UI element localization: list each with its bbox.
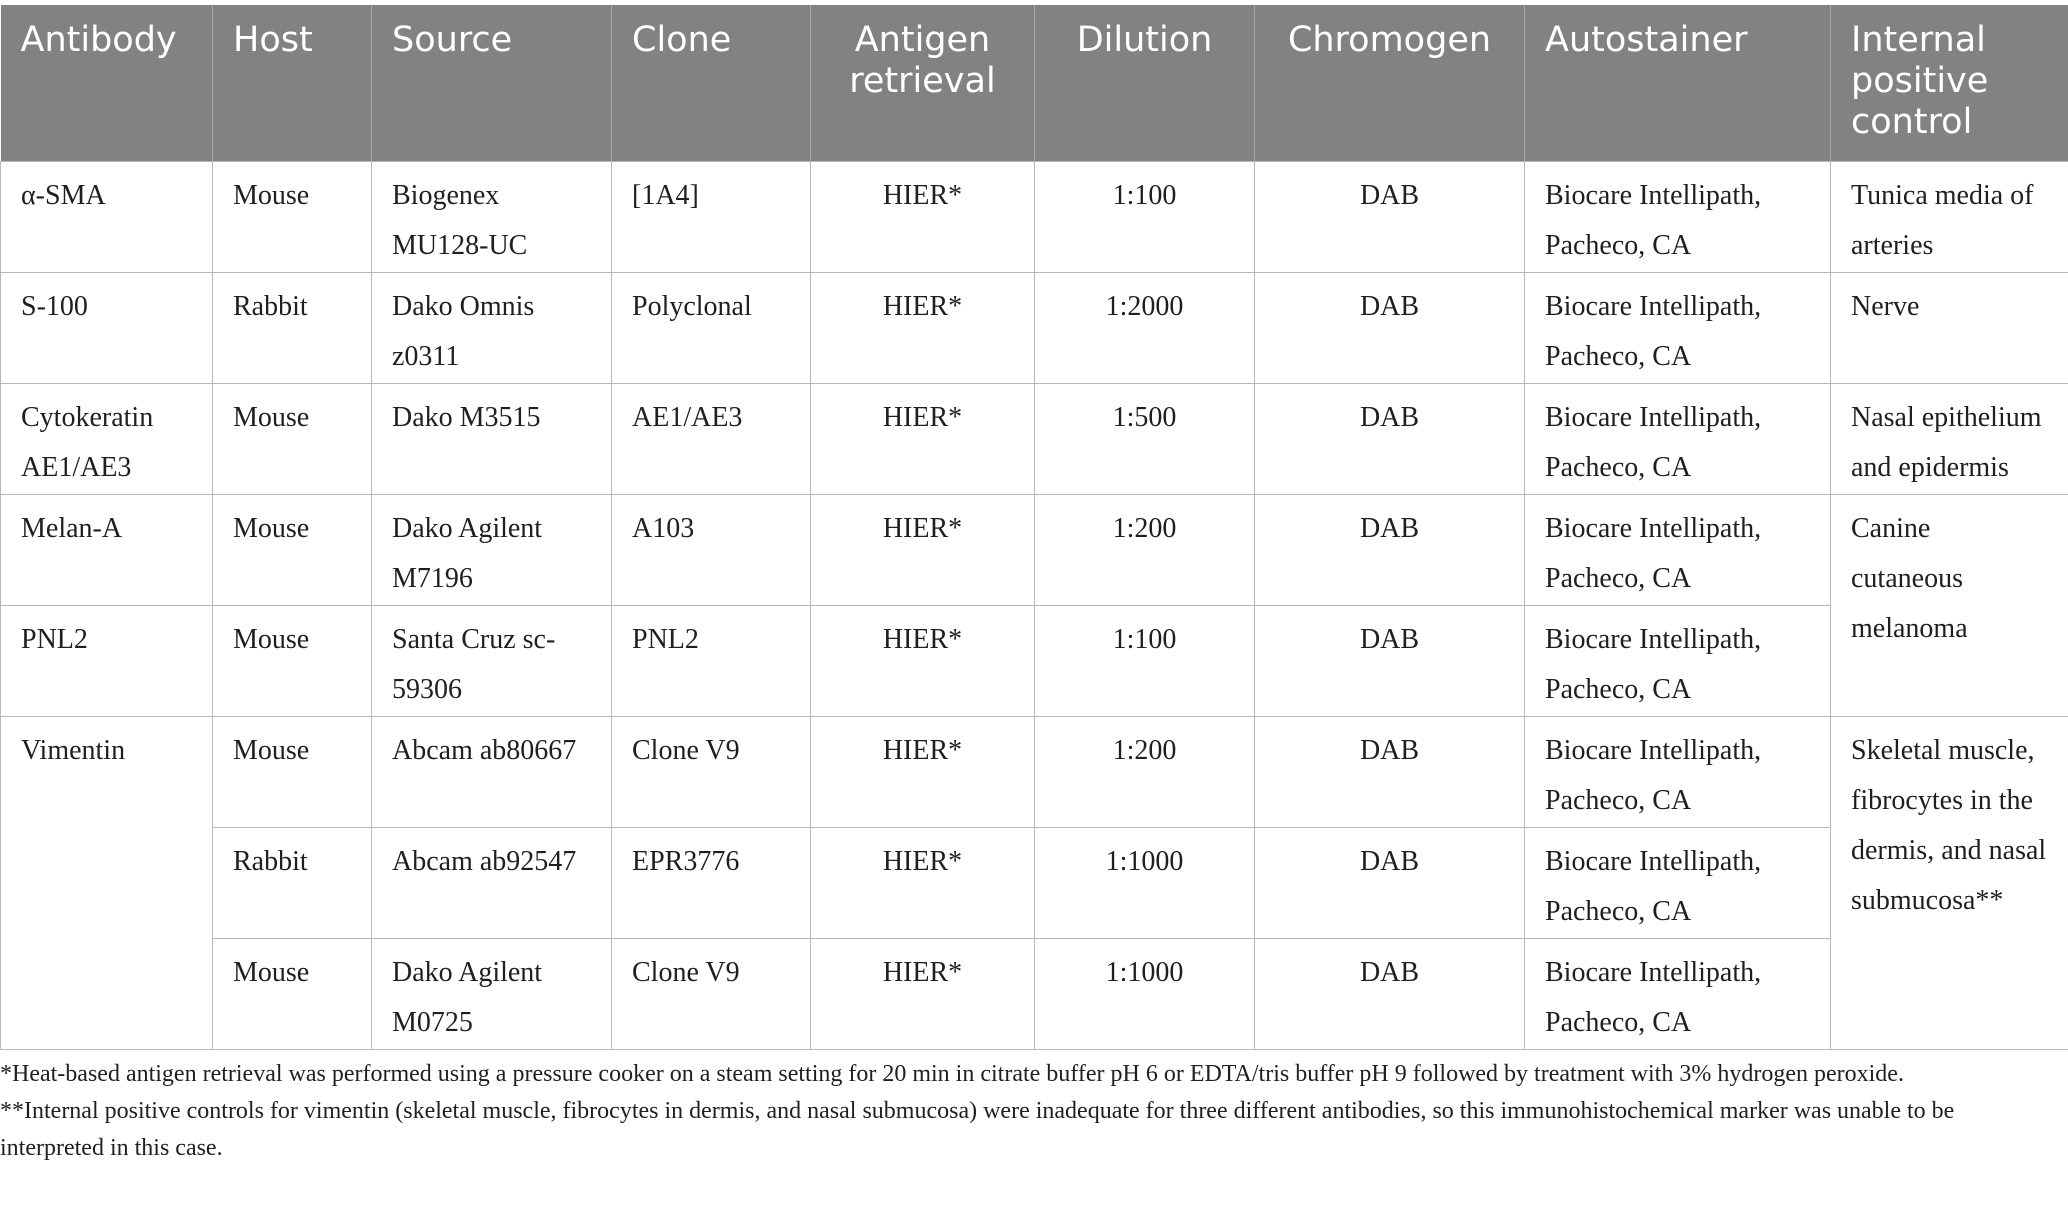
header-host: Host [213,5,372,161]
table-row [1,827,2068,938]
cell-source: Dako Agilent M0725 [372,938,612,1049]
table-row [1,605,2068,716]
cell-source: Abcam ab80667 [372,716,612,827]
cell-autostainer: Biocare Intellipath, Pacheco, CA [1525,827,1831,938]
cell-retrieval: HIER* [811,938,1035,1049]
cell-chromogen: DAB [1255,827,1525,938]
cell-chromogen: DAB [1255,272,1525,383]
cell-control: Nasal epithelium and epidermis [1831,383,2068,494]
cell-autostainer: Biocare Intellipath, Pacheco, CA [1525,383,1831,494]
cell-clone: PNL2 [612,605,811,716]
cell-source: Dako Agilent M7196 [372,494,612,605]
cell-host: Rabbit [213,272,372,383]
cell-clone: A103 [612,494,811,605]
cell-source: Santa Cruz sc-59306 [372,605,612,716]
cell-chromogen: DAB [1255,161,1525,272]
table-row [1,716,2068,827]
cell-retrieval: HIER* [811,272,1035,383]
cell-clone: [1A4] [612,161,811,272]
cell-source: Dako M3515 [372,383,612,494]
cell-retrieval: HIER* [811,716,1035,827]
table-row [1,272,2068,383]
header-autostainer: Autostainer [1525,5,1831,161]
cell-retrieval: HIER* [811,494,1035,605]
cell-antibody: PNL2 [1,605,213,716]
cell-chromogen: DAB [1255,383,1525,494]
cell-control: Nerve [1831,272,2068,383]
cell-chromogen: DAB [1255,605,1525,716]
cell-retrieval: HIER* [811,383,1035,494]
cell-control: Tunica media of arteries [1831,161,2068,272]
cell-antibody: α-SMA [1,161,213,272]
cell-dilution: 1:1000 [1035,827,1255,938]
antibody-table [0,5,2068,1050]
cell-chromogen: DAB [1255,938,1525,1049]
table-footnotes [0,1056,2060,1167]
table-row [1,938,2068,1049]
cell-dilution: 1:500 [1035,383,1255,494]
cell-host: Mouse [213,938,372,1049]
cell-autostainer: Biocare Intellipath, Pacheco, CA [1525,494,1831,605]
header-chromogen: Chromogen [1255,5,1525,161]
header-clone: Clone [612,5,811,161]
cell-retrieval: HIER* [811,827,1035,938]
header-source: Source [372,5,612,161]
cell-autostainer: Biocare Intellipath, Pacheco, CA [1525,716,1831,827]
header-antigen-retrieval: Antigen retrieval [811,5,1035,161]
header-internal-positive-control: Internal positive control [1831,5,2068,161]
cell-control: Canine cutaneous melanoma [1831,494,2068,716]
table-row [1,494,2068,605]
cell-dilution: 1:100 [1035,161,1255,272]
cell-dilution: 1:2000 [1035,272,1255,383]
cell-antibody: Cytokeratin AE1/AE3 [1,383,213,494]
cell-chromogen: DAB [1255,716,1525,827]
cell-host: Mouse [213,716,372,827]
cell-autostainer: Biocare Intellipath, Pacheco, CA [1525,161,1831,272]
cell-autostainer: Biocare Intellipath, Pacheco, CA [1525,272,1831,383]
cell-host: Mouse [213,383,372,494]
cell-source: Dako Omnis z0311 [372,272,612,383]
header-antibody: Antibody [1,5,213,161]
cell-antibody: Melan-A [1,494,213,605]
header-dilution: Dilution [1035,5,1255,161]
footnote-vimentin-controls: **Internal positive controls for vimentin (skeletal muscle, fibrocytes in dermis, and nasal submucosa) were inadequate for three different antibodies, so this immunohistochemical marker was unable to be interpreted in this case. [0,1098,1955,1161]
cell-dilution: 1:200 [1035,494,1255,605]
cell-antibody: Vimentin [1,716,213,1049]
cell-host: Rabbit [213,827,372,938]
cell-retrieval: HIER* [811,605,1035,716]
cell-host: Mouse [213,605,372,716]
cell-clone: AE1/AE3 [612,383,811,494]
cell-clone: Polyclonal [612,272,811,383]
cell-autostainer: Biocare Intellipath, Pacheco, CA [1525,938,1831,1049]
cell-antibody: S-100 [1,272,213,383]
cell-dilution: 1:200 [1035,716,1255,827]
cell-source: Abcam ab92547 [372,827,612,938]
cell-clone: Clone V9 [612,938,811,1049]
cell-host: Mouse [213,161,372,272]
cell-chromogen: DAB [1255,494,1525,605]
cell-retrieval: HIER* [811,161,1035,272]
cell-control: Skeletal muscle, fibrocytes in the dermis, and nasal submucosa** [1831,716,2068,1049]
cell-autostainer: Biocare Intellipath, Pacheco, CA [1525,605,1831,716]
cell-clone: EPR3776 [612,827,811,938]
table-row [1,161,2068,272]
cell-dilution: 1:100 [1035,605,1255,716]
table-row [1,383,2068,494]
cell-dilution: 1:1000 [1035,938,1255,1049]
cell-source: Biogenex MU128-UC [372,161,612,272]
cell-clone: Clone V9 [612,716,811,827]
header-row [1,5,2068,161]
cell-host: Mouse [213,494,372,605]
footnote-heat-retrieval: *Heat-based antigen retrieval was performed using a pressure cooker on a steam setting for 20 min in citrate buffer pH 6 or EDTA/tris buffer pH 9 followed by treatment with 3% hydrogen peroxide. [0,1061,1904,1087]
